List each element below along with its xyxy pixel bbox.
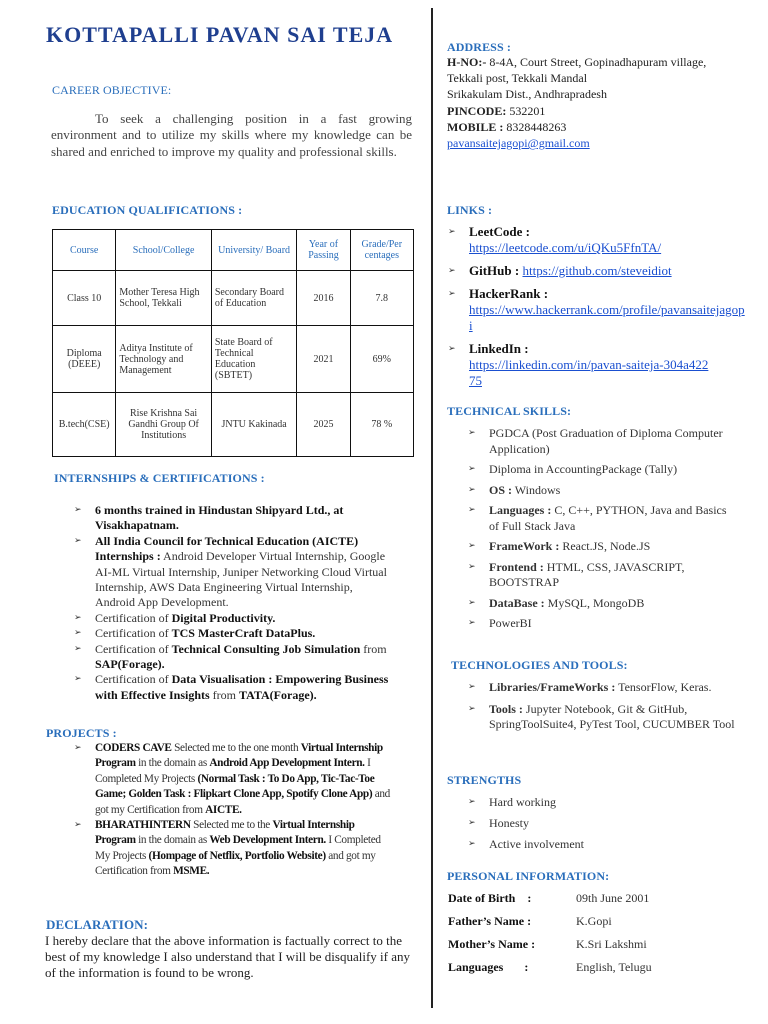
personal-key: Mother’s Name :	[448, 937, 536, 951]
list-item: ➢ Active involvement	[468, 837, 728, 853]
github-label: GitHub :	[469, 263, 520, 278]
table-cell: 78 %	[350, 393, 413, 457]
projects-list	[74, 741, 394, 880]
table-row	[53, 271, 414, 326]
hno-value: 8-4A, Court Street, Gopinadhapuram village,	[486, 55, 707, 69]
mobile-line	[447, 119, 757, 135]
project-text: Selected me to the	[190, 819, 273, 832]
address-block	[447, 54, 757, 151]
project-text: Selected me to the one month	[171, 742, 301, 754]
address-line: Tekkali post, Tekkali Mandal	[447, 71, 588, 86]
cert-prefix: Certification of	[95, 672, 172, 687]
project-text: in the domain as	[135, 757, 210, 770]
personal-value: 09th June 2001	[576, 891, 650, 905]
links-list	[448, 224, 748, 396]
list-item: ➢ PGDCA (Post Graduation of Diploma Computer Application)	[468, 426, 738, 457]
address-line: Srikakulam Dist., Andhrapradesh	[447, 87, 607, 102]
list-item	[74, 818, 394, 880]
cert-from: from	[363, 641, 387, 656]
table-cell: Class 10	[53, 271, 116, 326]
skill-key: DataBase :	[489, 595, 545, 610]
leetcode-label: LeetCode :	[469, 224, 531, 239]
table-cell: Rise Krishna Sai Gandhi Group Of Institutions	[116, 393, 212, 457]
list-item	[468, 596, 738, 612]
personal-row	[448, 914, 748, 937]
table-cell: 7.8	[350, 271, 413, 326]
list-item	[74, 503, 394, 534]
tools-heading: TECHNOLOGIES AND TOOLS:	[451, 658, 628, 672]
project-program: Virtual Internship Program	[95, 819, 355, 847]
list-item	[74, 672, 394, 703]
github-link[interactable]: https://github.com/steveidiot	[522, 263, 672, 278]
cert-digital-productivity: Digital Productivity.	[171, 610, 276, 625]
cert-prefix: Certification of	[95, 626, 172, 641]
personal-info-heading: PERSONAL INFORMATION:	[447, 869, 610, 883]
column-divider	[431, 8, 433, 1008]
table-cell: JNTU Kakinada	[211, 393, 296, 457]
table-cell: 2025	[297, 393, 350, 457]
list-item: ➢ Honesty	[468, 816, 728, 832]
project-cert: AICTE.	[205, 803, 242, 816]
table-cell: B.tech(CSE)	[53, 393, 116, 457]
list-item	[468, 560, 738, 591]
table-cell: Aditya Institute of Technology and Management	[116, 326, 212, 393]
linkedin-link[interactable]: https://linkedin.com/in/pavan-saiteja-304a42275	[469, 357, 709, 388]
project-org: BHARATHINTERN	[95, 819, 191, 832]
list-item	[74, 626, 394, 641]
cert-sap: SAP(Forage).	[95, 657, 165, 672]
strengths-list	[468, 795, 728, 858]
table-row	[53, 393, 414, 457]
project-text: and got my Certification from	[95, 849, 376, 878]
table-cell: Mother Teresa High School, Tekkali	[116, 271, 212, 326]
list-item	[468, 503, 738, 534]
pincode-value: 532201	[506, 103, 546, 118]
table-header: School/College	[116, 230, 212, 271]
project-role: Android App Development Intern.	[209, 757, 365, 770]
personal-key: Father’s Name :	[448, 914, 532, 928]
internships-heading: INTERNSHIPS & CERTIFICATIONS :	[54, 471, 265, 485]
personal-row	[448, 960, 748, 983]
tool-key: Tools :	[489, 701, 523, 716]
cert-prefix: Certification of	[95, 641, 172, 656]
personal-value: K.Sri Lakshmi	[576, 937, 647, 951]
list-item	[448, 341, 748, 389]
skill-key: Languages :	[489, 503, 552, 517]
project-text: and got my Certification from	[95, 788, 390, 816]
personal-row	[448, 891, 748, 914]
linkedin-label: LinkedIn :	[469, 341, 529, 356]
internship-shipyard: 6 months trained in Hindustan Shipyard Ltd., at Visakhapatnam.	[95, 503, 344, 533]
skill-key: FrameWork :	[489, 539, 560, 553]
strengths-heading: STRENGTHS	[447, 773, 522, 787]
email-line	[447, 135, 757, 151]
education-table	[52, 229, 414, 457]
list-item	[468, 680, 748, 696]
project-text: in the domain as	[135, 834, 210, 847]
project-text: I Completed My Projects	[95, 834, 381, 862]
internships-list	[74, 503, 394, 703]
links-heading: LINKS :	[447, 203, 493, 217]
hackerrank-label: HackerRank :	[469, 286, 549, 301]
personal-key: Date of Birth :	[448, 891, 532, 905]
table-header: Grade/Per centages	[350, 230, 413, 271]
career-objective-body: To seek a challenging position in a fast growing environment and to utilize my skills where my knowledge can be shared and enriched to improve my quality and professional skills.	[51, 111, 412, 159]
technical-skills-heading: TECHNICAL SKILLS:	[447, 404, 572, 418]
mobile-label: MOBILE :	[447, 119, 504, 134]
hackerrank-link[interactable]: https://www.hackerrank.com/profile/pavansaitejagopi	[469, 302, 745, 333]
list-item	[448, 286, 748, 334]
address-heading: ADDRESS :	[447, 40, 511, 54]
pincode-label: PINCODE:	[447, 103, 507, 118]
skill-value: React.JS, Node.JS	[559, 539, 651, 553]
table-row	[53, 326, 414, 393]
table-header: Course	[53, 230, 116, 271]
project-text: I Completed My Projects	[95, 757, 371, 785]
list-item	[468, 702, 748, 733]
personal-value: K.Gopi	[576, 914, 612, 928]
cert-sap-title: Technical Consulting Job Simulation	[171, 641, 361, 656]
cert-from: from	[209, 687, 239, 702]
project-details: (Hompage of Netflix, Portfolio Website)	[148, 849, 326, 862]
cert-tcs: TCS MasterCraft DataPlus.	[171, 626, 316, 641]
list-item	[74, 611, 394, 626]
table-header: Year of Passing	[297, 230, 350, 271]
leetcode-link[interactable]: https://leetcode.com/u/iQKu5FfnTA/	[469, 240, 662, 255]
cert-prefix: Certification of	[95, 610, 172, 625]
table-cell: 69%	[350, 326, 413, 393]
skill-value: Windows	[512, 482, 561, 497]
address-line	[447, 54, 757, 70]
list-item	[468, 539, 738, 555]
tool-value: Jupyter Notebook, Git & GitHub, SpringToolSuite4, PyTest Tool, CUCUMBER Tool	[489, 701, 735, 731]
table-cell: 2021	[297, 326, 350, 393]
career-objective-text	[51, 111, 412, 160]
projects-heading: PROJECTS :	[46, 726, 117, 740]
tools-list	[468, 680, 748, 739]
personal-value: English, Telugu	[576, 960, 652, 974]
personal-row	[448, 937, 748, 960]
career-objective-heading: CAREER OBJECTIVE:	[52, 83, 172, 97]
list-item: ➢ Diploma in AccountingPackage (Tally)	[468, 462, 738, 478]
table-cell: Secondary Board of Education	[211, 271, 296, 326]
personal-info	[448, 891, 748, 983]
tool-value: TensorFlow, Keras.	[615, 680, 712, 694]
internship-aicte-title: All India Council for Technical Education (AICTE) Internships :	[95, 533, 359, 564]
project-cert: MSME.	[173, 865, 210, 878]
list-item	[468, 483, 738, 499]
project-details: (Normal Task : To Do App, Tic-Tac-Toe Game; Golden Task : Flipkart Clone App, Spotify Clone App)	[95, 772, 375, 801]
email-link[interactable]: pavansaitejagopi@gmail.com	[447, 136, 590, 151]
personal-key: Languages :	[448, 960, 529, 974]
pincode-line	[447, 103, 757, 119]
list-item	[448, 224, 748, 256]
project-program: Virtual Internship Program	[95, 742, 383, 770]
table-cell: Diploma (DEEE)	[53, 326, 116, 393]
list-item	[74, 534, 394, 611]
technical-skills-list	[468, 426, 738, 637]
mobile-value: 8328448263	[503, 119, 567, 134]
skill-value: HTML, CSS, JAVASCRIPT, BOOTSTRAP	[489, 559, 685, 589]
cert-tata-title: Data Visualisation : Empowering Business with Effective Insights	[95, 672, 389, 702]
table-cell: 2016	[297, 271, 350, 326]
hno-label: H-NO:-	[447, 55, 487, 69]
table-header: University/ Board	[211, 230, 296, 271]
skill-value: MySQL, MongoDB	[544, 595, 645, 610]
list-item: ➢ Hard working	[468, 795, 728, 811]
list-item	[74, 642, 394, 673]
list-item	[74, 741, 394, 818]
tool-key: Libraries/FrameWorks :	[489, 680, 616, 694]
declaration-text: I hereby declare that the above information is factually correct to the best of my knowledge I also understand that I will be disqualify if any of the information is found to be wrong.	[45, 933, 411, 980]
skill-key: Frontend :	[489, 559, 544, 574]
skill-key: OS :	[489, 482, 513, 497]
cert-tata: TATA(Forage).	[239, 687, 317, 702]
skill-value: C, C++, PYTHON, Java and Basics of Full Stack Java	[489, 503, 727, 533]
candidate-name: KOTTAPALLI PAVAN SAI TEJA	[46, 22, 394, 47]
list-item	[448, 263, 748, 279]
table-header-row	[53, 230, 414, 271]
education-heading: EDUCATION QUALIFICATIONS :	[52, 203, 243, 217]
table-cell: State Board of Technical Education (SBTET)	[211, 326, 296, 393]
declaration-heading: DECLARATION:	[46, 917, 149, 932]
project-org: CODERS CAVE	[95, 742, 172, 754]
project-role: Web Development Intern.	[209, 834, 326, 847]
internship-aicte-text: Android Developer Virtual Internship, Google AI-ML Virtual Internship, Juniper Networking Cloud Virtual Internship, AWS Data Engineering Virtual Internship, Android App Development.	[95, 549, 387, 610]
list-item: ➢ PowerBI	[468, 616, 738, 632]
